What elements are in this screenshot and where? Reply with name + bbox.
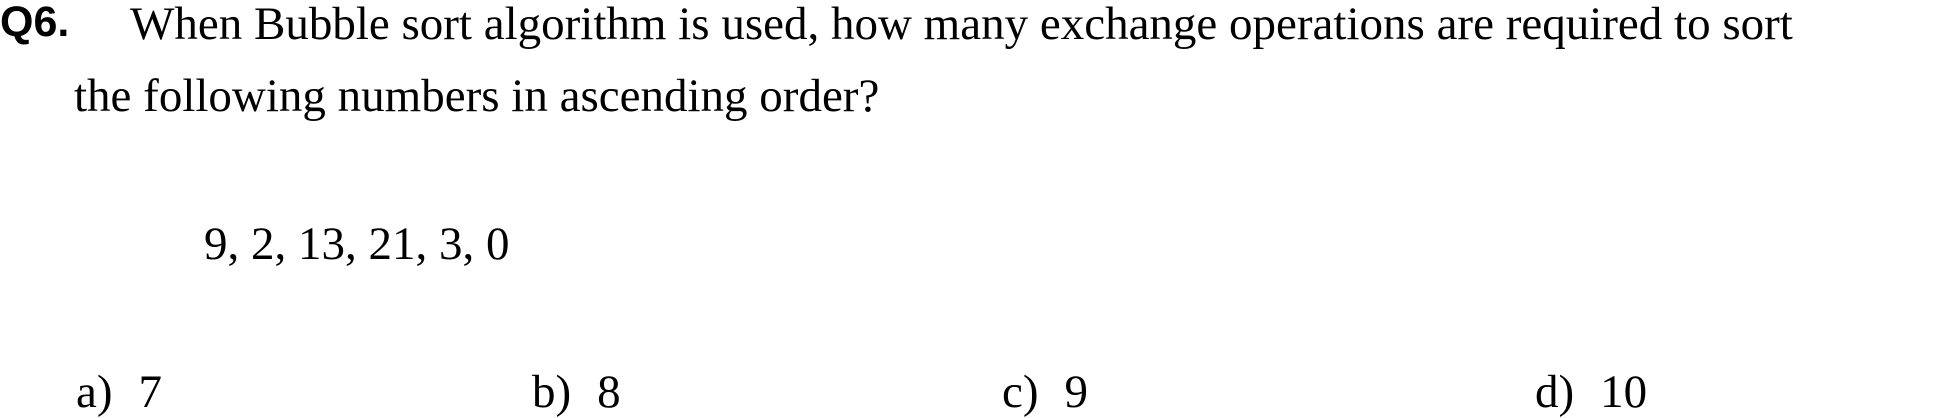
option-d[interactable] <box>1535 368 1647 416</box>
option-c[interactable] <box>1002 368 1088 416</box>
option-c-letter: c) <box>1002 366 1039 418</box>
option-b-letter: b) <box>532 366 572 418</box>
question-number: Q6. <box>0 0 70 46</box>
option-b-value: 8 <box>597 366 621 418</box>
option-b[interactable] <box>532 368 621 416</box>
question-text-line-1: When Bubble sort algorithm is used, how many exchange operations are required to sort <box>130 0 1793 50</box>
option-a-value: 7 <box>138 366 163 418</box>
option-a[interactable] <box>76 368 162 416</box>
number-sequence: 9, 2, 13, 21, 3, 0 <box>204 218 510 270</box>
option-d-value: 10 <box>1600 366 1648 418</box>
option-c-value: 9 <box>1064 366 1089 418</box>
option-d-letter: d) <box>1535 366 1575 418</box>
question-text-line-2: the following numbers in ascending order? <box>74 70 880 122</box>
option-a-letter: a) <box>76 366 113 418</box>
